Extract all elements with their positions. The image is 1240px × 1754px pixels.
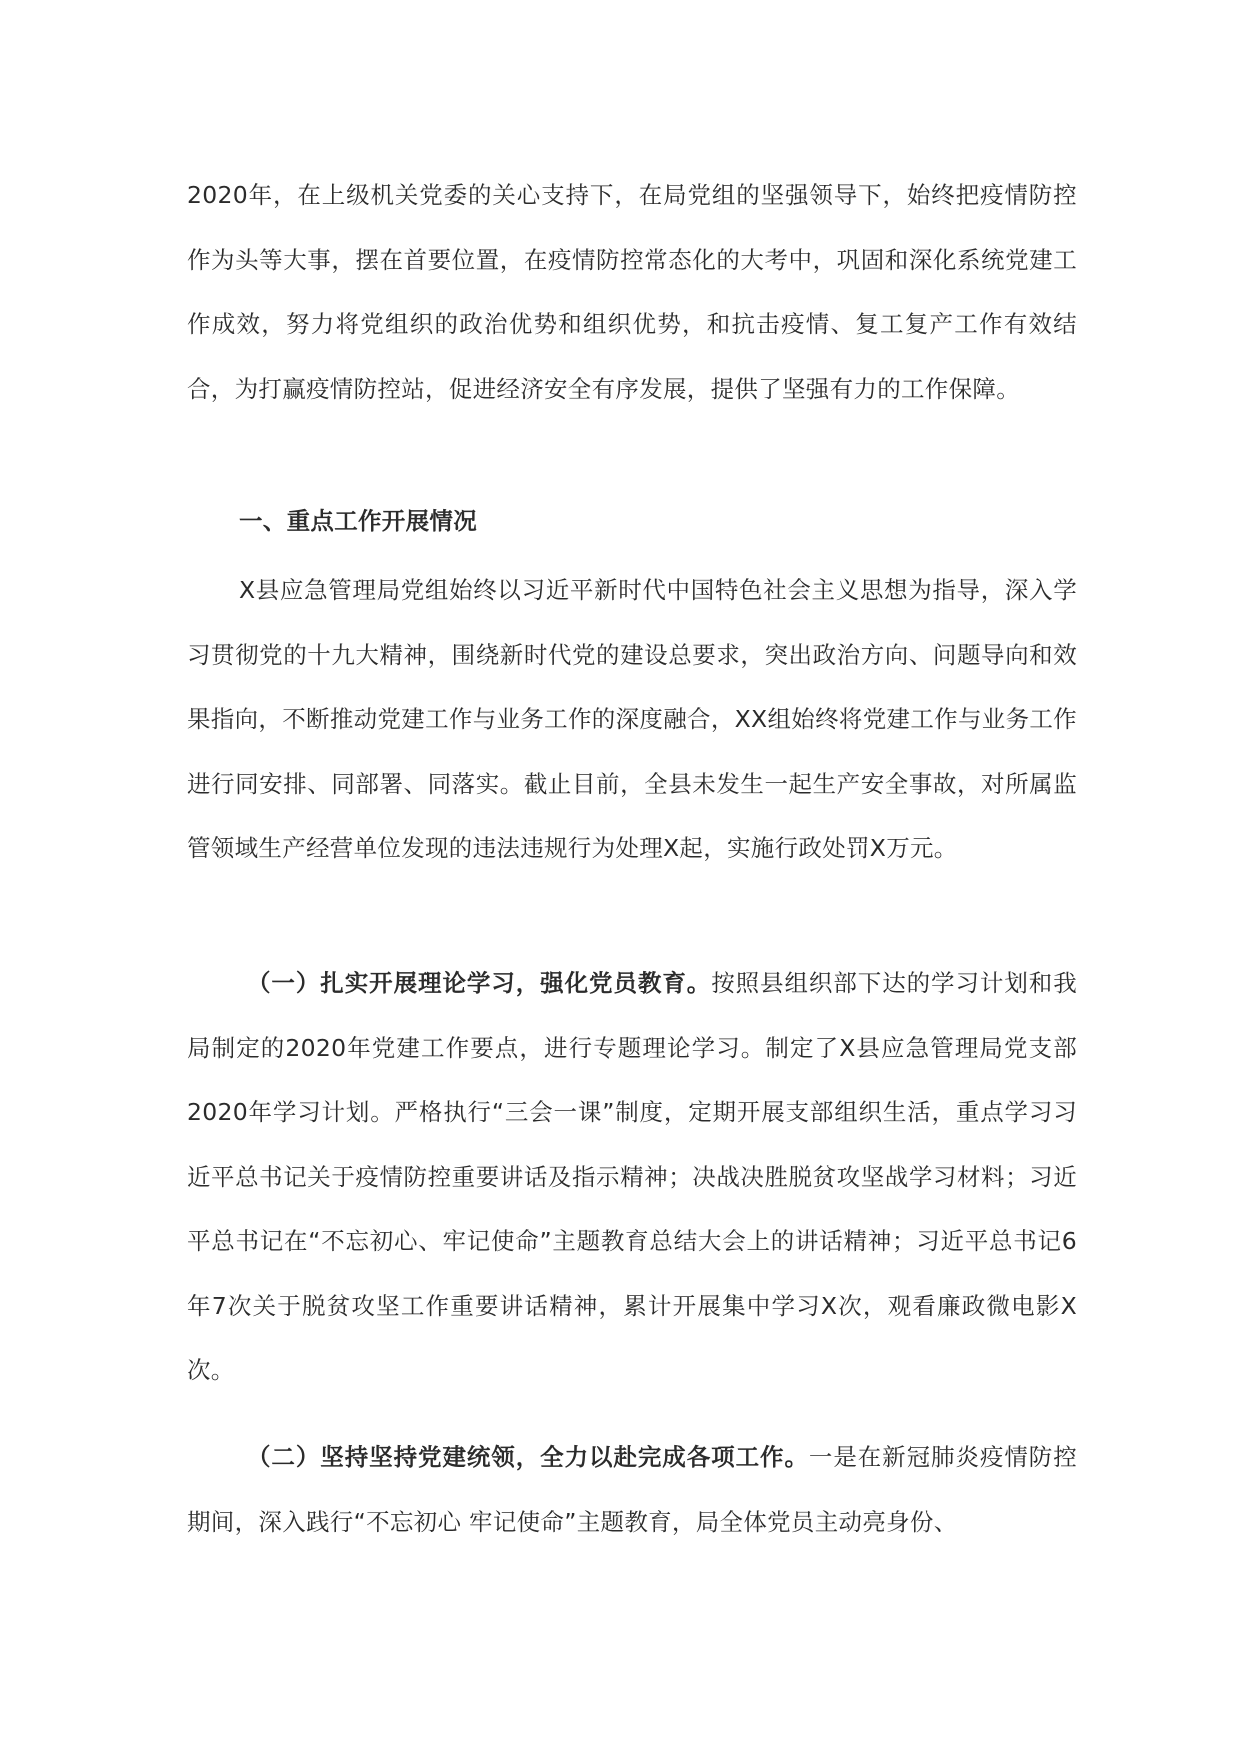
subsection-2-body: 一是在新冠肺炎疫情防控期间，深入践行“不忘初心 牢记使命”主题教育，局全体党员主动亮身份、 <box>187 1443 1077 1536</box>
subsection-1-paragraph <box>187 951 1077 1403</box>
intro-paragraph: 2020年，在上级机关党委的关心支持下，在局党组的坚强领导下，始终把疫情防控作为头等大事，摆在首要位置，在疫情防控常态化的大考中，巩固和深化系统党建工作成效，努力将党组织的政治优势和组织优势，和抗击疫情、复工复产工作有效结合，为打赢疫情防控站，促进经济安全有序发展，提供了坚强有力的工作保障。 <box>187 181 1077 403</box>
subsection-2-paragraph <box>187 1425 1077 1554</box>
subsection-1-heading: （一）扎实开展理论学习，强化党员教育。 <box>247 969 712 997</box>
subsection-1-body: 按照县组织部下达的学习计划和我局制定的2020年党建工作要点，进行专题理论学习。制定了X县应急管理局党支部2020年学习计划。严格执行“三会一课”制度，定期开展支部组织生活，重点学习习近平总书记关于疫情防控重要讲话及指示精神；决战决胜脱贫攻坚战学习材料；习近平总书记在“不忘初心、牢记使命”主题教育总结大会上的讲话精神；习近平总书记6年7次关于脱贫攻坚工作重要讲话精神，累计开展集中学习X次，观看廉政微电影X次。 <box>187 969 1078 1384</box>
subsection-2-heading: （二）坚持坚持党建统领，全力以赴完成各项工作。 <box>247 1443 809 1471</box>
section-heading: 一、重点工作开展情况 <box>239 507 477 535</box>
section-paragraph: X县应急管理局党组始终以习近平新时代中国特色社会主义思想为指导，深入学习贯彻党的十九大精神，围绕新时代党的建设总要求，突出政治方向、问题导向和效果指向，不断推动党建工作与业务工作的深度融合，XX组始终将党建工作与业务工作进行同安排、同部署、同落实。截止目前，全县未发生一起生产安全事故，对所属监管领域生产经营单位发现的违法违规行为处理X起，实施行政处罚X万元。 <box>187 576 1077 862</box>
